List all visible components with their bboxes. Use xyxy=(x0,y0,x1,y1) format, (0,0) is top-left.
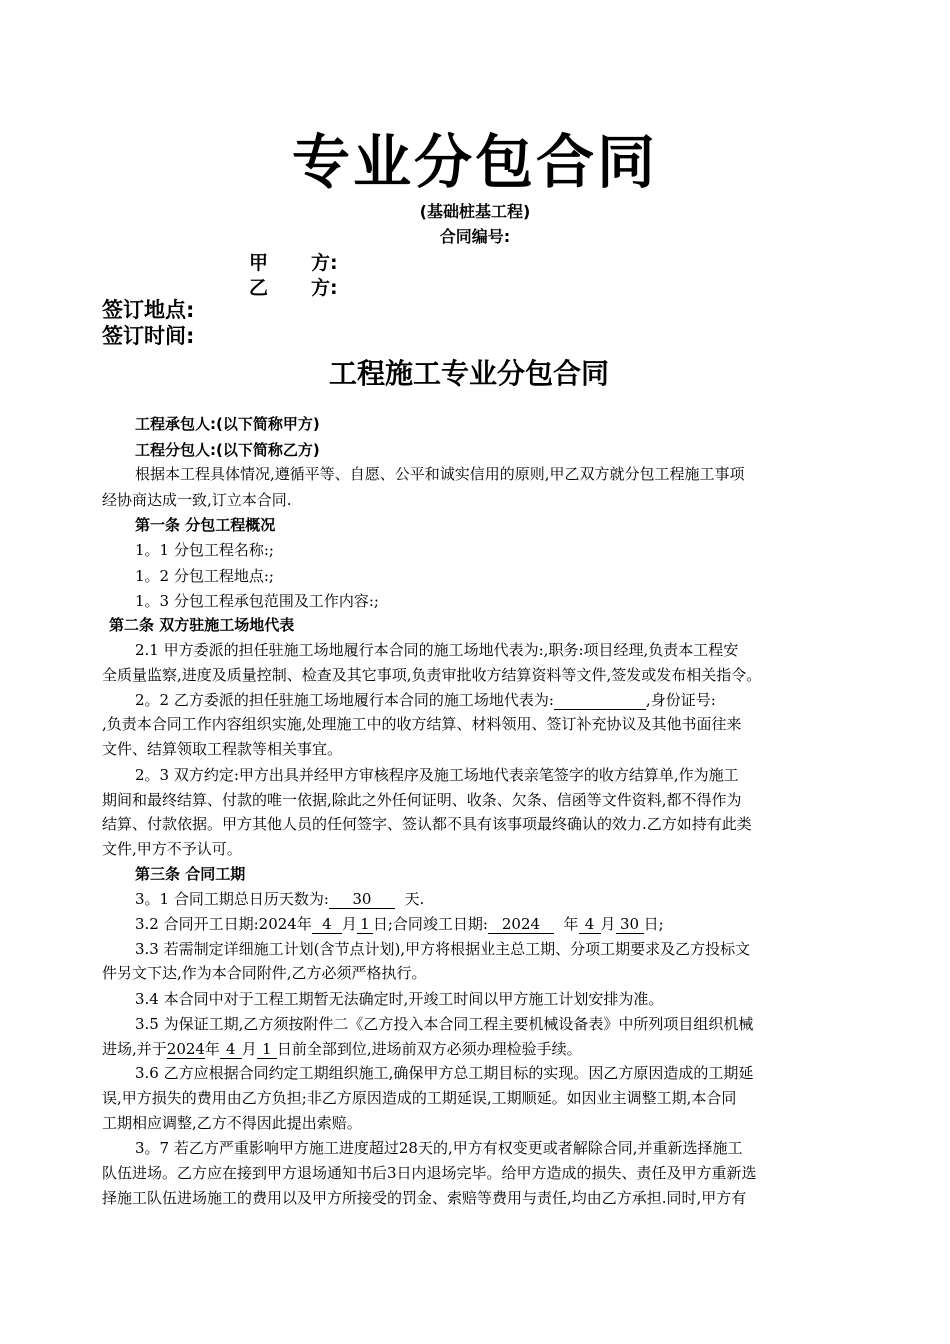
article-2-2-line-2: ,负责本合同工作内容组织实施,处理施工中的收方结算、材料领用、签订补充协议及其他书面往来 xyxy=(102,715,742,733)
article-1-2: 1。2 分包工程地点:; xyxy=(135,567,274,585)
document-title: 专业分包合同 xyxy=(291,128,658,196)
article-2-3-line-4: 文件,甲方不予认可。 xyxy=(102,840,242,858)
start-day-value: 1 xyxy=(357,915,373,934)
article-3-5-text-a: 进场,并于 xyxy=(102,1040,167,1058)
party-b-line xyxy=(249,276,338,300)
article-3-5-line-1: 3.5 为保证工期,乙方须按附件二《乙方投入本合同工程主要机械设备表》中所列项目组织机械 xyxy=(135,1015,754,1033)
end-day-unit: 日; xyxy=(643,915,664,933)
arrival-year-unit: 年 xyxy=(204,1040,220,1058)
article-3-5-text-b: 日前全部到位,进场前双方必须办理检验手续。 xyxy=(276,1040,582,1058)
article-3-6-line-3: 工期相应调整,乙方不得因此提出索赔。 xyxy=(102,1114,362,1132)
article-2-2-line-1 xyxy=(135,690,716,710)
article-3-4: 3.4 本合同中对于工程工期暂无法确定时,开竣工时间以甲方施工计划安排为准。 xyxy=(135,990,664,1008)
article-3-1-unit: 天. xyxy=(404,890,425,908)
intro-line-1: 根据本工程具体情况,遵循平等、自愿、公平和诚实信用的原则,甲乙双方就分包工程施工事项 xyxy=(135,465,745,483)
article-2-3-line-2: 期间和最终结算、付款的唯一依据,除此之外任何证明、收条、欠条、信函等文件资料,都不得作为 xyxy=(102,791,742,809)
party-b-label-suffix: 方: xyxy=(311,277,338,299)
contract-number-label: 合同编号: xyxy=(439,227,511,246)
arrival-day-value: 1 xyxy=(257,1040,277,1059)
arrival-month-value: 4 xyxy=(220,1040,242,1059)
article-3-title: 第三条 合同工期 xyxy=(135,865,246,883)
article-2-2-line-3: 文件、结算领取工程款等相关事宜。 xyxy=(102,740,343,758)
article-3-7-line-1: 3。7 若乙方严重影响甲方施工进度超过28天的,甲方有权变更或者解除合同,并重新选择施工 xyxy=(135,1139,743,1157)
article-2-1-line-1: 2.1 甲方委派的担任驻施工场地履行本合同的施工场地代表为:,职务:项目经理,负责本工程安 xyxy=(135,641,739,659)
signing-place-label: 签订地点: xyxy=(102,298,195,322)
total-days-value: 30 xyxy=(329,890,395,909)
article-3-2 xyxy=(135,914,664,934)
end-month-value: 4 xyxy=(579,915,601,934)
article-1-1: 1。1 分包工程名称:; xyxy=(135,541,274,559)
subcontractor-line: 工程分包人:(以下简称乙方) xyxy=(135,441,320,459)
arrival-year-value: 2024 xyxy=(166,1040,205,1058)
party-a-label-char: 甲 xyxy=(249,252,269,274)
party-a-label-suffix: 方: xyxy=(311,252,338,274)
article-3-3-line-2: 件另文下达,作为本合同附件,乙方必须严格执行。 xyxy=(102,964,427,982)
end-year-unit: 年 xyxy=(563,915,579,933)
arrival-month-unit: 月 xyxy=(241,1040,257,1058)
article-3-1-text: 3。1 合同工期总日历天数为: xyxy=(135,890,329,908)
article-2-3-line-3: 结算、付款依据。甲方其他人员的任何签字、签认都不具有该事项最终确认的效力.乙方如持有此类 xyxy=(102,815,752,833)
article-2-2-text-a: 2。2 乙方委派的担任驻施工场地履行本合同的施工场地代表为: xyxy=(135,691,554,709)
contractor-line: 工程承包人:(以下简称甲方) xyxy=(135,415,320,433)
article-3-7-line-2: 队伍进场。乙方应在接到甲方退场通知书后3日内退场完毕。给甲方造成的损失、责任及甲方重新选 xyxy=(102,1164,757,1182)
document-subtitle: (基础桩基工程) xyxy=(419,202,531,221)
start-date-label: 3.2 合同开工日期:2024年 xyxy=(135,915,312,933)
article-2-2-text-b: ,身份证号: xyxy=(645,691,716,709)
end-year-value: 2024 xyxy=(488,915,554,934)
contract-title: 工程施工专业分包合同 xyxy=(328,357,609,390)
intro-line-2: 经协商达成一致,订立本合同. xyxy=(102,491,292,509)
end-month-unit: 月 xyxy=(600,915,616,933)
rep-name-blank xyxy=(554,691,646,710)
article-3-7-line-3: 择施工队伍进场施工的费用以及甲方所接受的罚金、索赔等费用与责任,均由乙方承担.同时,甲方有 xyxy=(102,1189,747,1207)
start-month-unit: 月 xyxy=(341,915,357,933)
article-2-3-line-1: 2。3 双方约定:甲方出具并经甲方审核程序及施工场地代表亲笔签字的收方结算单,作为施工 xyxy=(135,766,739,784)
article-3-1 xyxy=(135,889,424,909)
article-2-title: 第二条 双方驻施工场地代表 xyxy=(109,616,295,634)
end-day-value: 30 xyxy=(616,915,644,934)
end-date-label: 日;合同竣工日期: xyxy=(372,915,488,933)
party-b-label-char: 乙 xyxy=(249,277,269,299)
signing-time-label: 签订时间: xyxy=(102,324,195,348)
article-3-6-line-1: 3.6 乙方应根据合同约定工期组织施工,确保甲方总工期目标的实现。因乙方原因造成的工期延 xyxy=(135,1064,754,1082)
article-2-1-line-2: 全质量监察,进度及质量控制、检查及其它事项,负责审批收方结算资料等文件,签发或发布相关指令。 xyxy=(102,666,762,684)
article-3-5-line-2 xyxy=(102,1039,582,1059)
article-3-6-line-2: 误,甲方损失的费用由乙方负担;非乙方原因造成的工期延误,工期顺延。如因业主调整工期,本合同 xyxy=(102,1089,737,1107)
party-a-line xyxy=(249,251,338,275)
article-1-title: 第一条 分包工程概况 xyxy=(135,516,276,534)
article-1-3: 1。3 分包工程承包范围及工作内容:; xyxy=(135,592,379,610)
article-3-3-line-1: 3.3 若需制定详细施工计划(含节点计划),甲方将根据业主总工期、分项工期要求及乙方投标文 xyxy=(135,940,751,958)
start-month-value: 4 xyxy=(312,915,342,934)
